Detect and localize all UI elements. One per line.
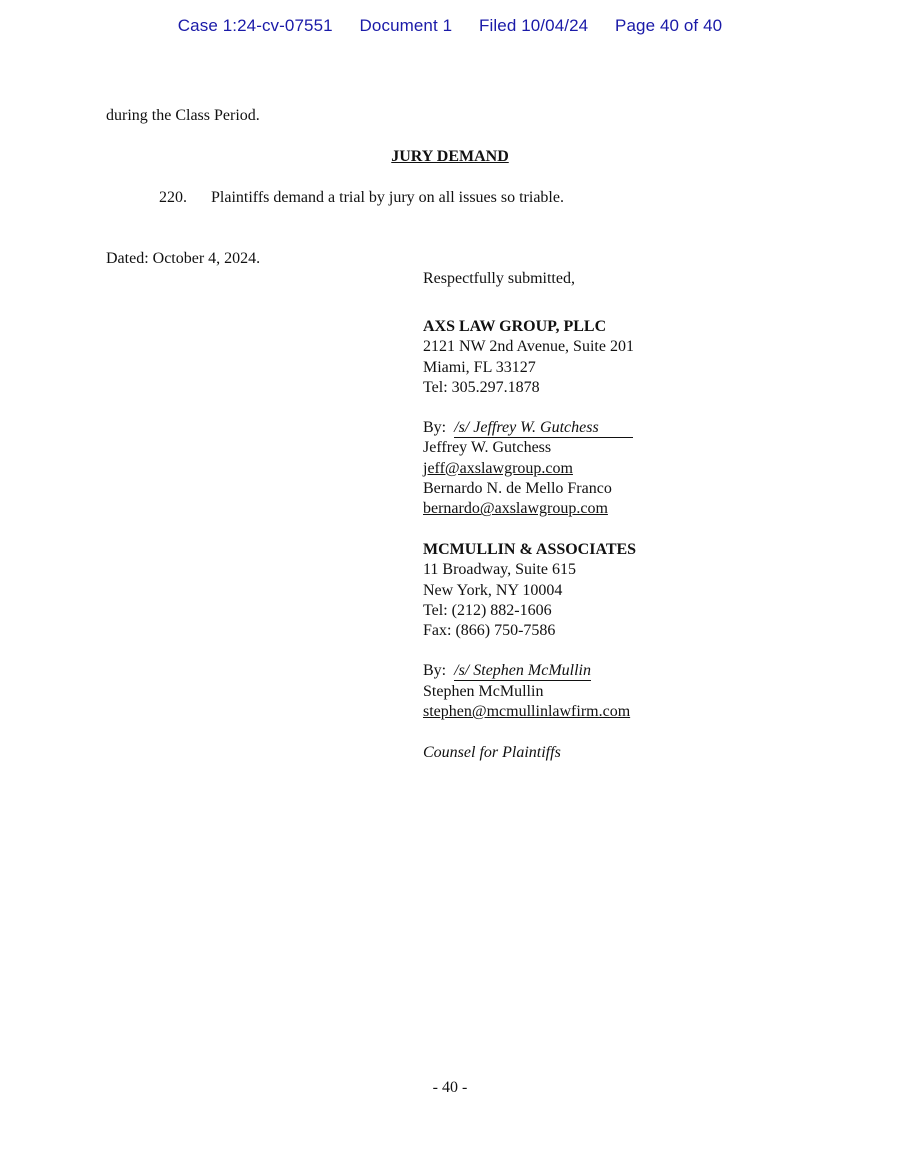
firm1-attorney1: Jeffrey W. Gutchess: [423, 439, 552, 457]
firm1-email2[interactable]: bernardo@axslawgroup.com: [423, 500, 608, 518]
firm1-signature-line: [423, 418, 634, 438]
firm1-address-line1: 2121 NW 2nd Avenue, Suite 201: [423, 338, 634, 356]
firm1-attorney2: Bernardo N. de Mello Franco: [423, 480, 612, 498]
firm2-signature: /s/ Stephen McMullin: [454, 662, 591, 680]
dated-line: Dated: October 4, 2024.: [106, 250, 261, 267]
firm1-signature: /s/ Jeffrey W. Gutchess: [454, 419, 633, 438]
jury-demand-heading: JURY DEMAND: [391, 148, 509, 165]
firm1-name: AXS LAW GROUP, PLLC: [423, 318, 607, 335]
carryover-text: during the Class Period.: [106, 107, 260, 124]
paragraph-text: Plaintiffs demand a trial by jury on all issues so triable.: [211, 189, 564, 206]
ecf-header: [0, 16, 900, 36]
firm2-block: [423, 540, 636, 722]
case-number: Case 1:24-cv-07551: [177, 16, 333, 35]
page-indicator: Page 40 of 40: [615, 16, 723, 35]
firm2-tel: Tel: (212) 882-1606: [423, 601, 552, 619]
page-number: - 40 -: [432, 1079, 468, 1096]
firm2-attorney: Stephen McMullin: [423, 682, 544, 700]
firm1-email1[interactable]: jeff@axslawgroup.com: [423, 459, 573, 477]
filed-date: Filed 10/04/24: [479, 16, 589, 35]
firm2-address-line2: New York, NY 10004: [423, 581, 563, 599]
firm1-block: [423, 317, 634, 520]
firm2-name: MCMULLIN & ASSOCIATES: [423, 541, 637, 558]
paragraph-number: 220.: [159, 189, 187, 206]
firm1-address-line2: Miami, FL 33127: [423, 358, 536, 376]
firm2-fax: Fax: (866) 750-7586: [423, 622, 556, 640]
firm1-by-label: By:: [423, 419, 451, 437]
counsel-line: Counsel for Plaintiffs: [423, 744, 561, 761]
firm2-email[interactable]: stephen@mcmullinlawfirm.com: [423, 703, 631, 721]
closing-line: Respectfully submitted,: [423, 270, 575, 287]
firm2-by-label: By:: [423, 662, 451, 680]
firm2-address-line1: 11 Broadway, Suite 615: [423, 561, 577, 579]
firm1-tel: Tel: 305.297.1878: [423, 378, 540, 396]
firm2-signature-line: [423, 661, 636, 681]
document-number: Document 1: [359, 16, 453, 35]
